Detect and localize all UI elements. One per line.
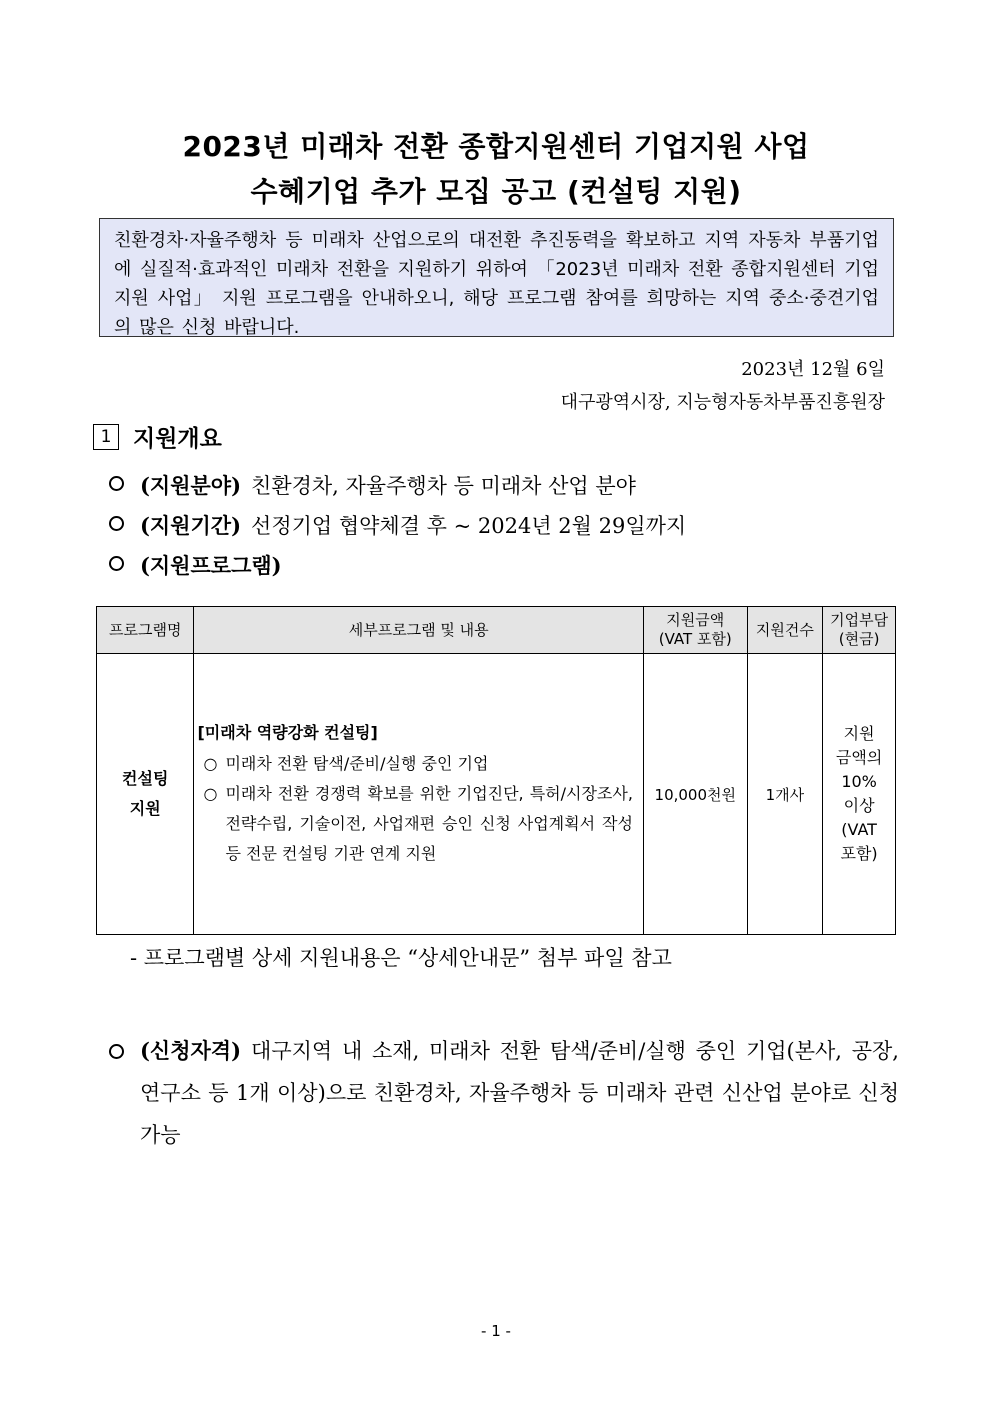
program-table	[96, 606, 896, 935]
header-amount-line-2: (VAT 포함)	[658, 630, 732, 648]
detail-item	[197, 779, 632, 869]
program-name-cell	[97, 654, 194, 935]
header-detail: 세부프로그램 및 내용	[194, 607, 643, 654]
share-line: 이상	[843, 796, 875, 815]
bullet-label: (신청자격)	[140, 1038, 242, 1063]
eligibility-paragraph	[140, 1030, 899, 1156]
bullet-circle-icon	[109, 1044, 124, 1059]
bullet-circle-icon	[109, 556, 124, 571]
announcer: 대구광역시장, 지능형자동차부품진흥원장	[560, 392, 885, 413]
bullet-eligibility	[109, 1030, 899, 1156]
share-line: 지원	[843, 724, 875, 743]
section-heading	[93, 420, 222, 453]
table-header-row	[97, 607, 896, 654]
document-title-line-1: 2023년 미래차 전환 종합지원센터 기업지원 사업	[182, 130, 810, 163]
detail-item	[197, 749, 632, 779]
bullet-support-period	[109, 510, 686, 540]
intro-box: 친환경차·자율주행차 등 미래차 산업으로의 대전환 추진동력을 확보하고 지역 자동차 부품기업에 실질적·효과적인 미래차 전환을 지원하기 위하여 「2023년 미래차 전환 종합지원센터 기업지원 사업」 지원 프로그램을 안내하오니, 해당 프로그램 참여를 희망하는 지역 중소·중견기업의 많은 신청 바랍니다.	[99, 218, 894, 337]
count-cell: 1개사	[747, 654, 823, 935]
bullet-support-field	[109, 470, 636, 500]
bullet-circle-icon	[109, 516, 124, 531]
bullet-label: (지원분야)	[140, 473, 242, 498]
share-line: (VAT	[841, 820, 877, 839]
announcement-date: 2023년 12월 6일	[741, 359, 885, 380]
section-title: 지원개요	[133, 426, 222, 452]
page-number: - 1 -	[481, 1322, 511, 1340]
header-share-line-1: 기업부담	[830, 611, 889, 629]
program-name-line-1: 컨설팅	[122, 769, 169, 788]
bullet-label: (지원기간)	[140, 513, 242, 538]
share-cell	[823, 654, 896, 935]
section-number: 1	[93, 424, 119, 450]
header-count: 지원건수	[747, 607, 823, 654]
bullet-text: 선정기업 협약체결 후 ~ 2024년 2월 29일까지	[251, 514, 687, 538]
program-name-line-2: 지원	[129, 799, 161, 818]
table-row	[97, 654, 896, 935]
header-share	[823, 607, 896, 654]
document-title-line-2: 수혜기업 추가 모집 공고 (컨설팅 지원)	[250, 175, 742, 208]
program-detail-cell	[194, 654, 643, 935]
bullet-text: 친환경차, 자율주행차 등 미래차 산업 분야	[251, 474, 636, 498]
header-amount	[643, 607, 747, 654]
header-share-line-2: (현금)	[838, 630, 880, 648]
share-line: 포함)	[840, 844, 878, 863]
bullet-circle-icon	[109, 476, 124, 491]
detail-title: [미래차 역량강화 컨설팅]	[197, 722, 378, 742]
detail-circle-icon: ○	[203, 783, 218, 803]
detail-circle-icon: ○	[203, 753, 218, 773]
bullet-label: (지원프로그램)	[140, 553, 282, 578]
detail-item-text: 미래차 전환 경쟁력 확보를 위한 기업진단, 특허/시장조사, 전략수립, 기술이전, 사업재편 승인 신청 사업계획서 작성 등 전문 컨설팅 기관 연계 지원	[225, 783, 633, 863]
header-amount-line-1: 지원금액	[666, 611, 725, 629]
share-line: 10%	[841, 772, 877, 791]
header-program-name: 프로그램명	[97, 607, 194, 654]
bullet-support-program	[109, 550, 292, 580]
detail-item-text: 미래차 전환 탐색/준비/실행 중인 기업	[225, 753, 489, 773]
table-note: - 프로그램별 상세 지원내용은 “상세안내문” 첨부 파일 참고	[130, 946, 672, 970]
share-line: 금액의	[835, 748, 883, 767]
bullet-text: 대구지역 내 소재, 미래차 전환 탐색/준비/실행 중인 기업(본사, 공장, 연구소 등 1개 이상)으로 친환경차, 자율주행차 등 미래차 관련 신산업 분야로 신청 가능	[140, 1039, 899, 1147]
amount-cell: 10,000천원	[643, 654, 747, 935]
